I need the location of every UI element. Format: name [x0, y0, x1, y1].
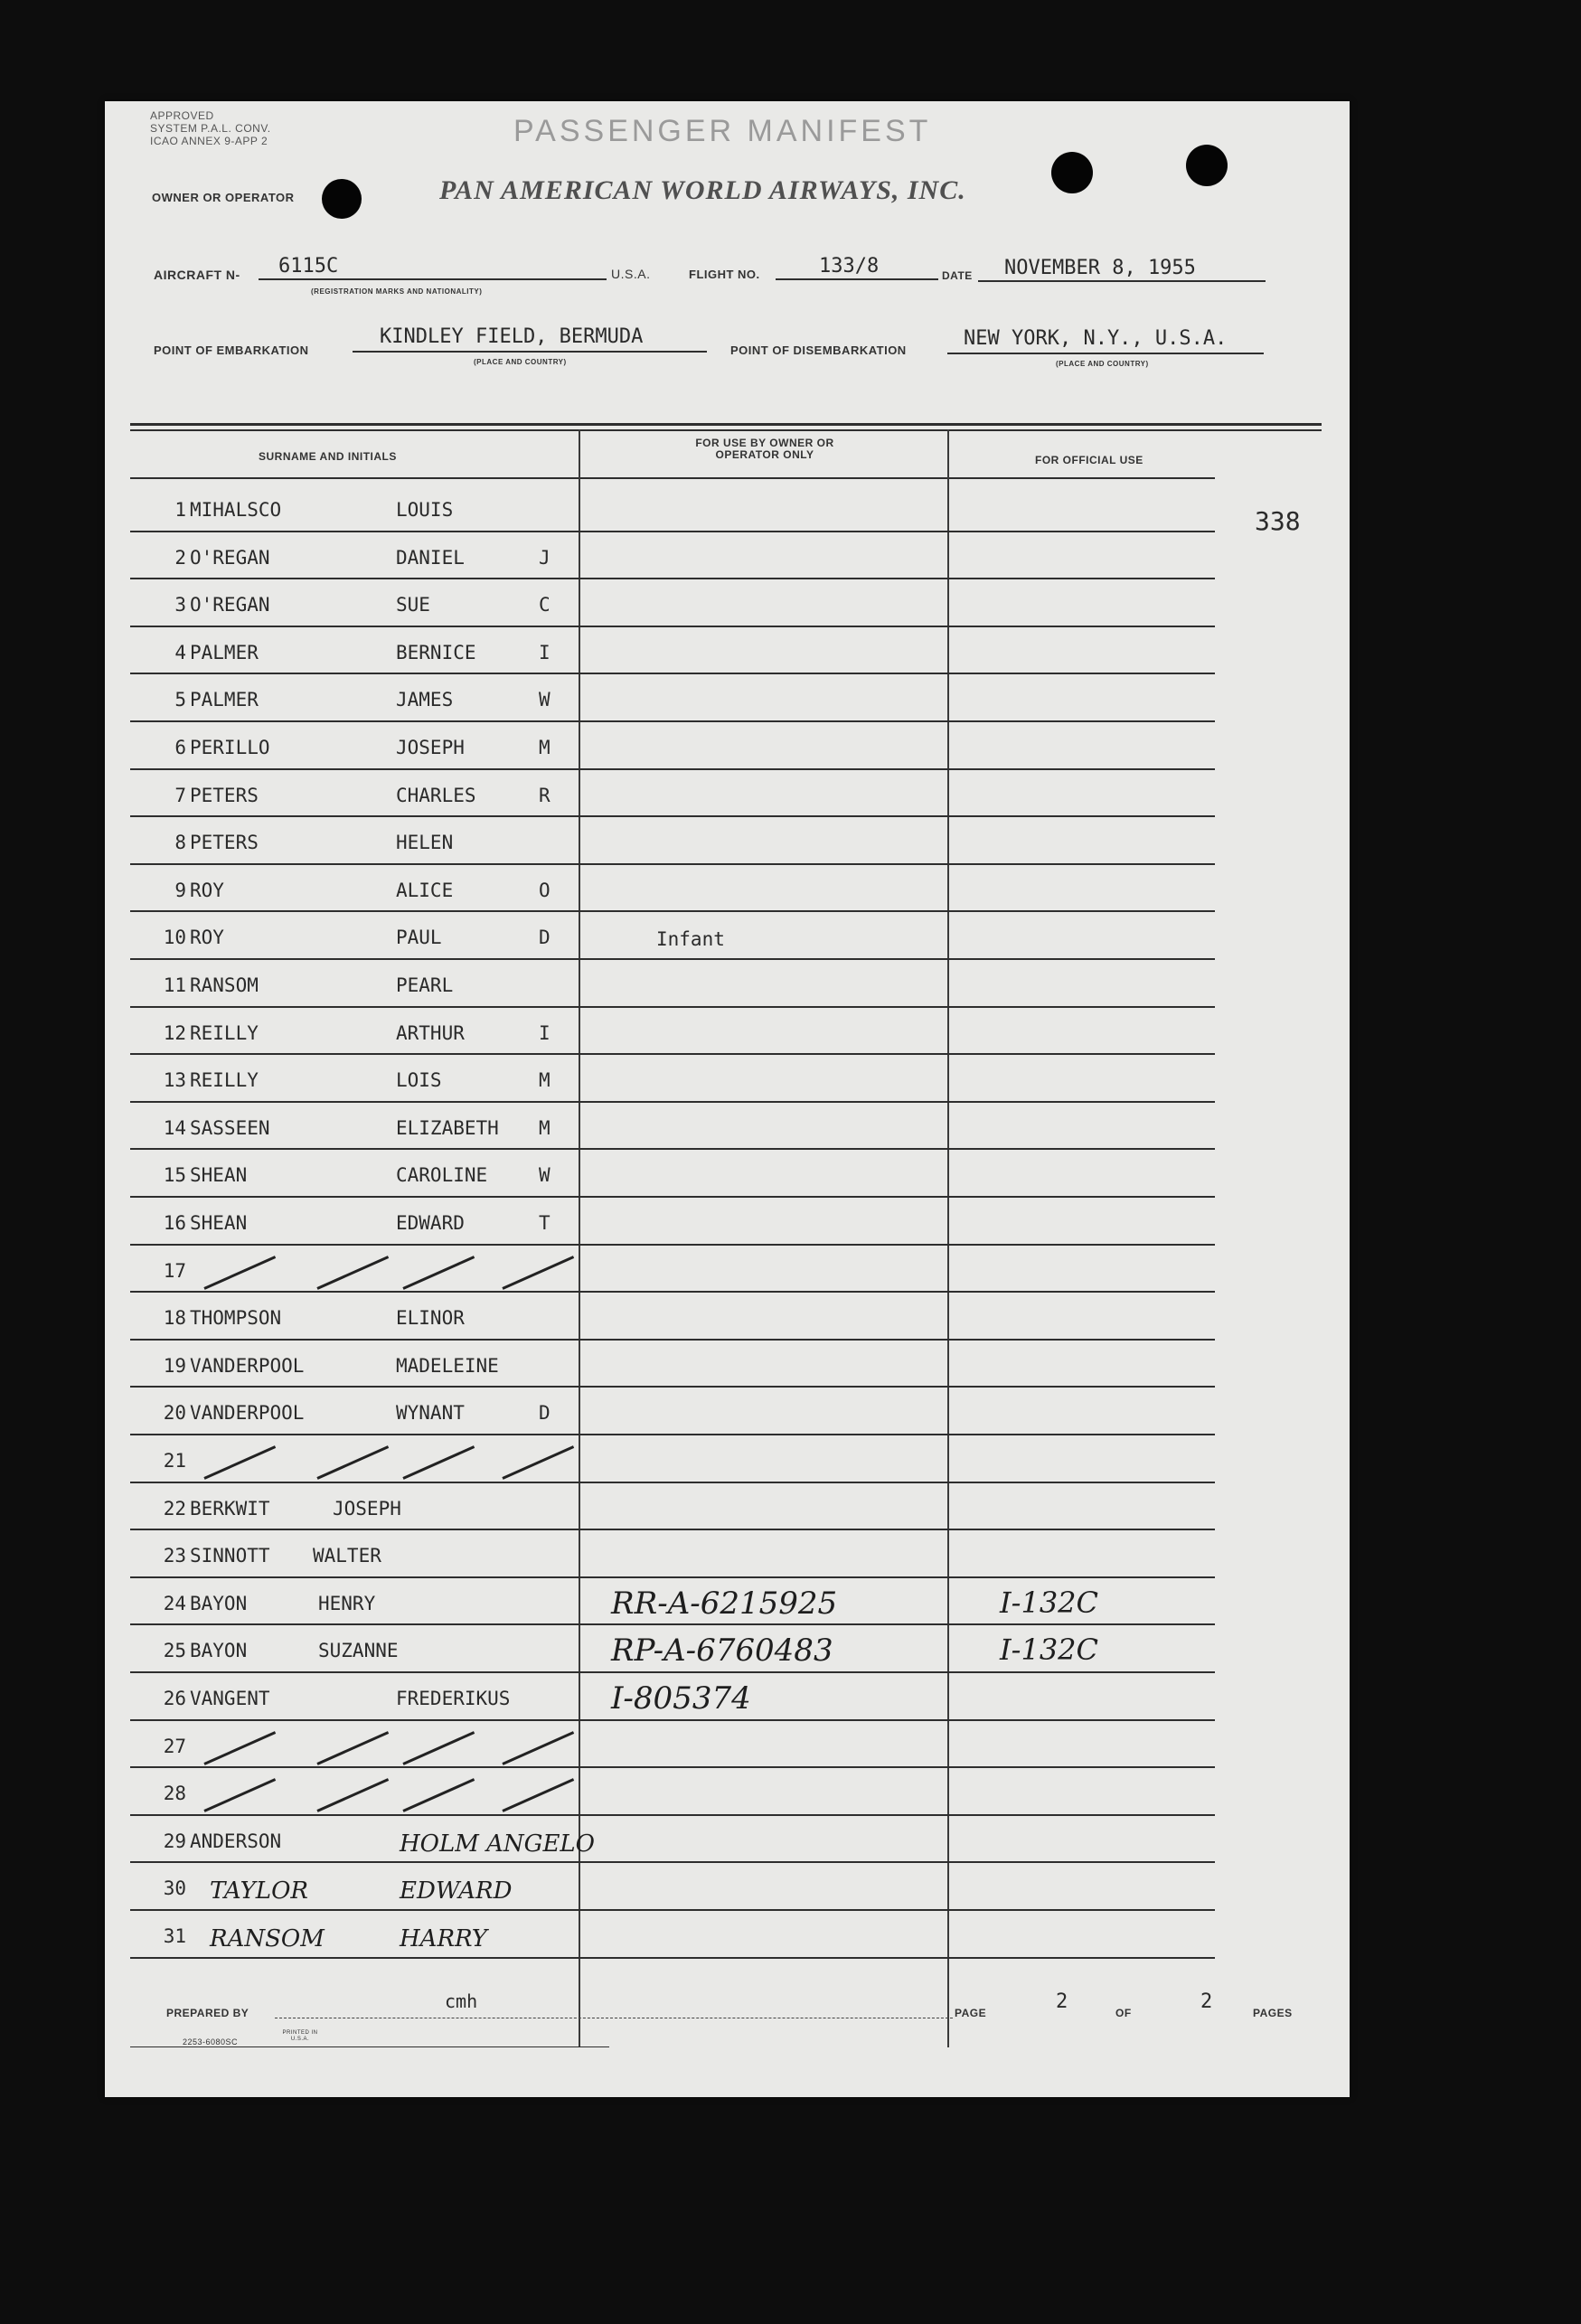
- passenger-given-name: BERNICE: [396, 641, 476, 663]
- passenger-surname: VANDERPOOL: [190, 1402, 305, 1425]
- row-number: 21: [163, 1450, 186, 1472]
- approval-line: SYSTEM P.A.L. CONV.: [150, 122, 271, 135]
- embark-underline: [353, 351, 707, 353]
- crossout-slash: [402, 1256, 475, 1290]
- table-top-rule: [130, 423, 1322, 426]
- crossout-slash: [402, 1445, 475, 1480]
- owner-note: RR-A-6215925: [611, 1585, 838, 1622]
- passenger-given-name: HARRY: [400, 1925, 487, 1952]
- flight-value: 133/8: [819, 255, 880, 278]
- row-rule: [130, 531, 1215, 532]
- of-label: OF: [1115, 2007, 1132, 2019]
- row-rule: [130, 1006, 1215, 1008]
- row-number: 17: [163, 1259, 186, 1282]
- passenger-surname: O'REGAN: [190, 546, 270, 569]
- passenger-surname: SINNOTT: [190, 1545, 270, 1567]
- row-rule: [130, 1814, 1215, 1816]
- passenger-surname: RANSOM: [210, 1925, 325, 1952]
- disembark-label: POINT OF DISEMBARKATION: [730, 343, 907, 357]
- margin-number: 338: [1255, 506, 1301, 536]
- passenger-surname: SHEAN: [190, 1164, 248, 1187]
- header-bottom-rule: [130, 477, 1215, 479]
- disembark-value: NEW YORK, N.Y., U.S.A.: [964, 327, 1228, 350]
- crossout-slash: [316, 1778, 389, 1812]
- row-rule: [130, 863, 1215, 865]
- passenger-initial: M: [539, 1116, 551, 1139]
- crossout-slash: [203, 1778, 276, 1812]
- passenger-surname: RANSOM: [190, 974, 259, 996]
- passenger-initial: W: [539, 1164, 551, 1187]
- row-rule: [130, 1053, 1215, 1055]
- passenger-given-name: DANIEL: [396, 546, 465, 569]
- document-title: PASSENGER MANIFEST: [513, 114, 932, 148]
- crossout-slash: [316, 1731, 389, 1765]
- row-rule: [130, 958, 1215, 960]
- crossout-slash: [402, 1731, 475, 1765]
- row-rule: [130, 1766, 1215, 1768]
- passenger-given-name: PAUL: [396, 927, 442, 949]
- passenger-given-name: SUE: [396, 594, 430, 616]
- passenger-given-name: WYNANT: [396, 1402, 465, 1425]
- approval-line: ICAO ANNEX 9-APP 2: [150, 135, 268, 147]
- passenger-initial: C: [539, 594, 551, 616]
- passenger-initial: T: [539, 1212, 551, 1234]
- date-underline: [978, 280, 1266, 282]
- row-rule: [130, 1291, 1215, 1293]
- row-rule: [130, 1671, 1215, 1673]
- crossout-slash: [316, 1256, 389, 1290]
- owner-note: RP-A-6760483: [611, 1632, 833, 1670]
- row-number: 6: [174, 737, 186, 758]
- of-value: 2: [1200, 1990, 1213, 2013]
- row-number: 19: [163, 1354, 186, 1377]
- row-number: 2: [174, 546, 186, 569]
- row-number: 26: [163, 1688, 186, 1709]
- row-number: 16: [163, 1212, 186, 1234]
- date-value: NOVEMBER 8, 1955: [1004, 257, 1196, 279]
- passenger-given-name: CAROLINE: [396, 1164, 488, 1187]
- passenger-surname: BAYON: [190, 1640, 248, 1662]
- row-rule: [130, 1434, 1215, 1435]
- crossout-slash: [203, 1256, 276, 1290]
- row-number: 18: [163, 1307, 186, 1330]
- row-number: 30: [163, 1877, 186, 1900]
- passenger-surname: REILLY: [190, 1021, 259, 1044]
- row-number: 31: [163, 1925, 186, 1947]
- owner-note: I-805374: [611, 1680, 751, 1717]
- passenger-given-name: ELIZABETH: [396, 1116, 499, 1139]
- approval-stamp: [150, 109, 271, 147]
- row-rule: [130, 1339, 1215, 1341]
- passenger-surname: ROY: [190, 927, 224, 949]
- row-rule: [130, 626, 1215, 627]
- passenger-given-name: JOSEPH: [333, 1497, 401, 1520]
- passenger-initial: I: [539, 1021, 551, 1044]
- row-rule: [130, 1529, 1215, 1530]
- passenger-surname: PETERS: [190, 784, 259, 806]
- crossout-slash: [203, 1445, 276, 1480]
- passenger-surname: VANDERPOOL: [190, 1354, 305, 1377]
- crossout-slash: [203, 1731, 276, 1765]
- punch-hole: [1051, 152, 1093, 193]
- passenger-given-name: WALTER: [313, 1545, 381, 1567]
- row-rule: [130, 1861, 1215, 1863]
- row-number: 14: [163, 1116, 186, 1139]
- passenger-given-name: ALICE: [396, 879, 454, 901]
- crossout-slash: [316, 1445, 389, 1480]
- passenger-initial: D: [539, 927, 551, 949]
- table-top-rule: [130, 429, 1322, 431]
- passenger-given-name: HOLM ANGELO: [400, 1830, 595, 1858]
- aircraft-underline: [259, 278, 607, 280]
- passenger-surname: BAYON: [190, 1592, 248, 1614]
- passenger-surname: ROY: [190, 879, 224, 901]
- footer-rule: [130, 2046, 609, 2047]
- passenger-surname: O'REGAN: [190, 594, 270, 616]
- embark-label: POINT OF EMBARKATION: [154, 343, 309, 357]
- row-number: 25: [163, 1640, 186, 1662]
- crossout-slash: [502, 1256, 574, 1290]
- prepared-value: cmh: [445, 1990, 478, 2012]
- pages-label: PAGES: [1253, 2007, 1293, 2019]
- flight-underline: [776, 278, 938, 280]
- row-number: 3: [174, 594, 186, 616]
- airline-name: PAN AMERICAN WORLD AIRWAYS, INC.: [439, 175, 966, 205]
- row-number: 12: [163, 1021, 186, 1044]
- passenger-given-name: LOUIS: [396, 499, 454, 521]
- row-number: 4: [174, 641, 186, 663]
- row-rule: [130, 720, 1215, 722]
- passenger-surname: VANGENT: [190, 1688, 270, 1709]
- row-rule: [130, 1148, 1215, 1150]
- passenger-surname: MIHALSCO: [190, 499, 282, 521]
- passenger-given-name: EDWARD: [396, 1212, 465, 1234]
- row-number: 27: [163, 1735, 186, 1757]
- row-rule: [130, 1719, 1215, 1721]
- aircraft-label: AIRCRAFT N-: [154, 268, 240, 282]
- crossout-slash: [502, 1778, 574, 1812]
- passenger-surname: TAYLOR: [210, 1877, 308, 1905]
- date-label: DATE: [942, 269, 973, 282]
- crossout-slash: [402, 1778, 475, 1812]
- row-rule: [130, 1623, 1215, 1625]
- row-number: 9: [174, 879, 186, 901]
- passenger-surname: ANDERSON: [190, 1830, 282, 1852]
- row-rule: [130, 1957, 1215, 1959]
- row-number: 20: [163, 1402, 186, 1425]
- row-number: 13: [163, 1069, 186, 1092]
- row-rule: [130, 1909, 1215, 1911]
- manifest-document: [105, 101, 1350, 2097]
- approval-line: APPROVED: [150, 109, 214, 122]
- row-rule: [130, 1196, 1215, 1198]
- passenger-initial: M: [539, 737, 551, 758]
- row-number: 24: [163, 1592, 186, 1614]
- disembark-caption: (PLACE AND COUNTRY): [1056, 360, 1149, 368]
- col-header-official: FOR OFFICIAL USE: [1035, 454, 1143, 466]
- row-number: 10: [163, 927, 186, 949]
- row-rule: [130, 1101, 1215, 1103]
- row-number: 7: [174, 784, 186, 806]
- row-rule: [130, 910, 1215, 912]
- page-value: 2: [1056, 1990, 1068, 2013]
- col-header-owner: FOR USE BY OWNER OR OPERATOR ONLY: [695, 437, 834, 461]
- row-rule: [130, 578, 1215, 579]
- passenger-given-name: HELEN: [396, 832, 454, 854]
- page-label: PAGE: [955, 2007, 987, 2019]
- owner-note: Infant: [656, 928, 725, 951]
- row-number: 28: [163, 1783, 186, 1805]
- row-number: 11: [163, 974, 186, 996]
- col-header-surname: SURNAME AND INITIALS: [259, 450, 397, 463]
- passenger-given-name: JOSEPH: [396, 737, 465, 758]
- official-note: I-132C: [1000, 1585, 1099, 1620]
- row-number: 1: [174, 499, 186, 521]
- prepared-label: PREPARED BY: [166, 2007, 249, 2019]
- passenger-surname: THOMPSON: [190, 1307, 282, 1330]
- row-number: 22: [163, 1497, 186, 1520]
- passenger-initial: D: [539, 1402, 551, 1425]
- passenger-surname: SHEAN: [190, 1212, 248, 1234]
- passenger-surname: REILLY: [190, 1069, 259, 1092]
- form-code: 2253-6080SC: [183, 2037, 239, 2046]
- passenger-given-name: ARTHUR: [396, 1021, 465, 1044]
- row-rule: [130, 673, 1215, 674]
- crossout-slash: [502, 1731, 574, 1765]
- passenger-initial: O: [539, 879, 551, 901]
- punch-hole: [322, 179, 362, 219]
- passenger-given-name: MADELEINE: [396, 1354, 499, 1377]
- owner-label: OWNER OR OPERATOR: [152, 191, 295, 204]
- passenger-surname: PETERS: [190, 832, 259, 854]
- row-number: 23: [163, 1545, 186, 1567]
- row-rule: [130, 1482, 1215, 1483]
- passenger-surname: PALMER: [190, 641, 259, 663]
- printer-mark: PRINTED IN U.S.A.: [282, 2030, 318, 2042]
- passenger-given-name: EDWARD: [400, 1877, 513, 1905]
- embark-caption: (PLACE AND COUNTRY): [474, 358, 567, 366]
- registration-caption: (REGISTRATION MARKS AND NATIONALITY): [311, 287, 483, 296]
- row-rule: [130, 1386, 1215, 1388]
- passenger-given-name: SUZANNE: [318, 1640, 399, 1662]
- row-number: 15: [163, 1164, 186, 1187]
- passenger-surname: PERILLO: [190, 737, 270, 758]
- passenger-given-name: CHARLES: [396, 784, 476, 806]
- passenger-surname: BERKWIT: [190, 1497, 270, 1520]
- passenger-given-name: FREDERIKUS: [396, 1688, 511, 1709]
- passenger-given-name: JAMES: [396, 689, 454, 711]
- row-number: 5: [174, 689, 186, 711]
- row-rule: [130, 1576, 1215, 1578]
- official-note: I-132C: [1000, 1632, 1099, 1668]
- row-rule: [130, 1244, 1215, 1246]
- passenger-given-name: ELINOR: [396, 1307, 465, 1330]
- passenger-given-name: HENRY: [318, 1592, 376, 1614]
- row-rule: [130, 815, 1215, 817]
- passenger-initial: W: [539, 689, 551, 711]
- row-number: 8: [174, 832, 186, 854]
- passenger-given-name: LOIS: [396, 1069, 442, 1092]
- passenger-initial: I: [539, 641, 551, 663]
- row-rule: [130, 768, 1215, 770]
- passenger-initial: R: [539, 784, 551, 806]
- aircraft-value: 6115C: [278, 255, 339, 278]
- passenger-surname: PALMER: [190, 689, 259, 711]
- row-number: 29: [163, 1830, 186, 1852]
- passenger-given-name: PEARL: [396, 974, 454, 996]
- punch-hole: [1186, 145, 1228, 186]
- crossout-slash: [502, 1445, 574, 1480]
- usa-label: U.S.A.: [611, 267, 651, 281]
- passenger-initial: M: [539, 1069, 551, 1092]
- disembark-underline: [947, 353, 1264, 354]
- passenger-initial: J: [539, 546, 551, 569]
- embark-value: KINDLEY FIELD, BERMUDA: [380, 325, 644, 348]
- passenger-surname: SASSEEN: [190, 1116, 270, 1139]
- flight-label: FLIGHT NO.: [689, 268, 760, 281]
